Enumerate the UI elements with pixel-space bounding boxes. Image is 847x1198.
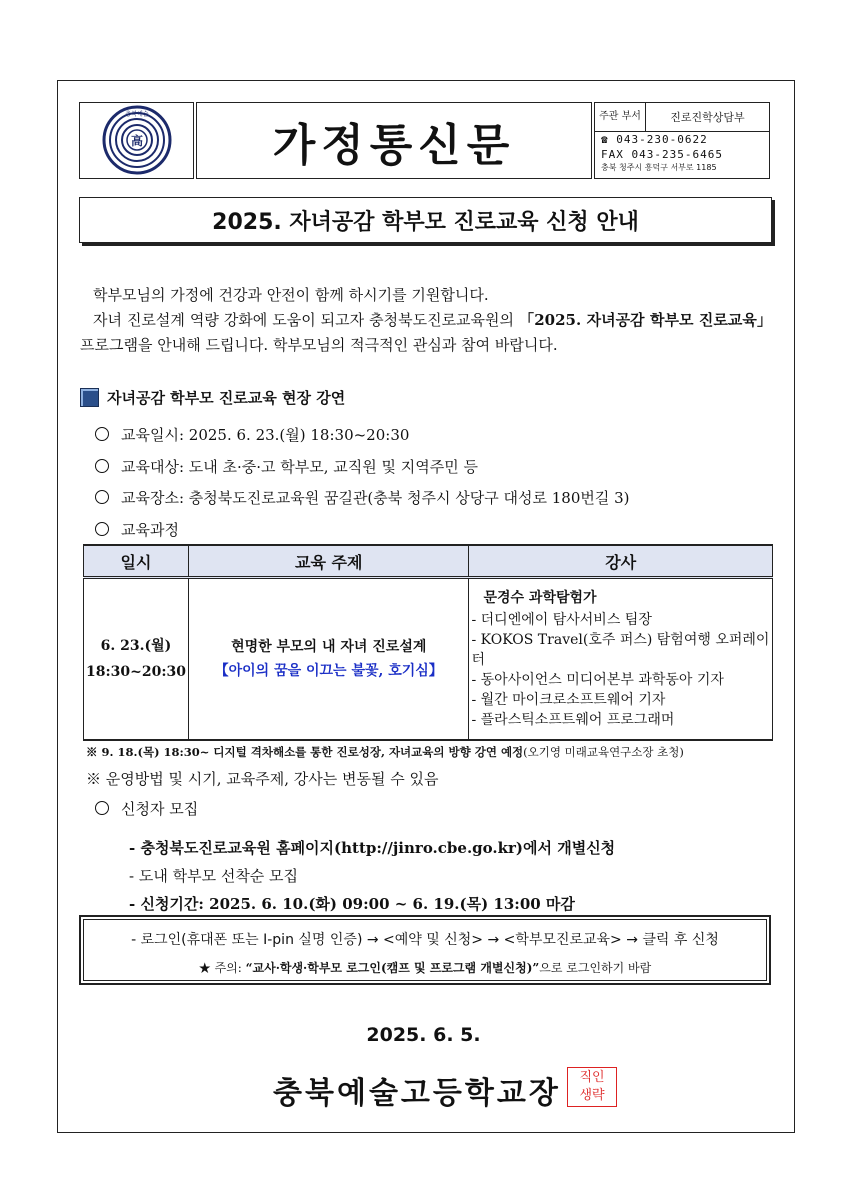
details-list	[95, 420, 630, 546]
upcoming-note: ※ 9. 18.(목) 18:30~ 디지털 격차해소를 통한 진로성장, 자녀교육의 방향 강연 예정(오기영 미래교육연구소장 초청)	[86, 745, 684, 759]
list-item: - 충청북도진로교육원 홈페이지(http://jinro.cbe.go.kr)에서 개별신청	[129, 839, 616, 857]
letter-header	[79, 102, 772, 182]
circle-bullet-icon	[95, 801, 109, 815]
greeting: 학부모님의 가정에 건강과 안전이 함께 하시기를 기원합니다.	[93, 286, 489, 304]
header-date: 일시	[84, 545, 189, 578]
header-topic: 교육 주제	[188, 545, 468, 578]
dept-label: 주관 부서	[595, 103, 646, 131]
speaker-role: - 동아사이언스 미디어본부 과학동아 기자	[471, 672, 724, 688]
official-seal-stamp: 직인 생략	[567, 1067, 617, 1107]
table-header-row	[84, 545, 773, 578]
topic-subtitle: 【아이의 꿈을 이끄는 불꽃, 호기심】	[214, 663, 443, 679]
change-note: ※ 운영방법 및 시기, 교육주제, 강사는 변동될 수 있음	[86, 770, 439, 788]
circle-bullet-icon	[95, 459, 109, 473]
list-item: 교육과정	[95, 515, 630, 547]
emblem-text: 충북예술	[125, 111, 149, 118]
program-name: 「2025. 자녀공감 학부모 진로교육」	[519, 311, 773, 329]
page-title: 가정통신문	[272, 119, 516, 171]
speaker-role: - 더디엔에이 탐사서비스 팀장	[471, 612, 652, 628]
section-bullet-icon	[80, 388, 99, 407]
apply-list	[129, 834, 615, 918]
dept-value: 진로진학상담부	[670, 111, 745, 124]
session-datetime	[84, 578, 189, 741]
list-item: 교육대상: 도내 초·중·고 학부모, 교직원 및 지역주민 등	[95, 452, 630, 484]
apply-heading: 신청자 모집	[95, 798, 198, 819]
table-row	[84, 578, 773, 741]
school-emblem-icon	[80, 103, 193, 178]
header-speaker: 강사	[469, 545, 773, 578]
session-date: 6. 23.(월)	[100, 638, 172, 654]
intro-body-post: 프로그램을 안내해 드립니다. 학부모님의 적극적인 관심과 참여 바랍니다.	[80, 336, 558, 354]
list-item: - 신청기간: 2025. 6. 10.(화) 09:00 ~ 6. 19.(목) 13:00 마감	[129, 895, 575, 913]
topic-title: 현명한 부모의 내 자녀 진로설계	[231, 639, 427, 655]
contact-info	[594, 102, 770, 179]
school-name: 충북예술고등학교장	[273, 1076, 561, 1111]
intro-text	[80, 283, 772, 358]
login-instructions	[79, 915, 771, 985]
session-topic	[188, 578, 468, 741]
list-item: 교육일시: 2025. 6. 23.(월) 18:30~20:30	[95, 420, 630, 452]
session-time: 18:30~20:30	[85, 664, 186, 680]
intro-body-pre: 자녀 진로설계 역량 강화에 도움이 되고자 충청북도진로교육원의	[93, 311, 519, 329]
login-steps: - 로그인(휴대폰 또는 I-pin 실명 인증) → <예약 및 신청> → <학부모진로교육> → 클릭 후 신청	[131, 932, 719, 948]
speaker-role: - 월간 마이크로소프트웨어 기자	[471, 692, 666, 708]
school-logo-box	[79, 102, 194, 179]
section-title: 자녀공감 학부모 진로교육 현장 강연	[107, 389, 346, 407]
school-address: 충북 청주시 흥덕구 서부로 1185	[601, 163, 717, 172]
speaker-name: 문경수 과학탐험가	[483, 590, 597, 606]
issue-date: 2025. 6. 5.	[366, 1024, 481, 1046]
course-table	[83, 544, 773, 741]
fax-number: FAX 043-235-6465	[601, 148, 723, 161]
phone-number: ☎ 043-230-0622	[601, 133, 708, 146]
list-item: - 도내 학부모 선착순 모집	[129, 867, 299, 885]
notice-title: 2025. 자녀공감 학부모 진로교육 신청 안내	[79, 197, 772, 243]
title-box	[196, 102, 592, 179]
speaker-role: - 플라스틱소프트웨어 프로그래머	[471, 712, 675, 728]
login-caution: ★ 주의: “교사·학생·학부모 로그인(캠프 및 프로그램 개별신청)”으로 로그인하기 바람	[198, 961, 652, 975]
session-speaker	[469, 578, 773, 741]
intro-body	[80, 308, 772, 358]
circle-bullet-icon	[95, 427, 109, 441]
list-item: 교육장소: 충청북도진로교육원 꿈길관(충북 청주시 상당구 대성로 180번길 3)	[95, 483, 630, 515]
circle-bullet-icon	[95, 522, 109, 536]
section-heading	[80, 387, 345, 408]
emblem-center: 高	[130, 134, 144, 148]
circle-bullet-icon	[95, 490, 109, 504]
speaker-role: - KOKOS Travel(호주 퍼스) 탐험여행 오퍼레이터	[471, 632, 770, 668]
